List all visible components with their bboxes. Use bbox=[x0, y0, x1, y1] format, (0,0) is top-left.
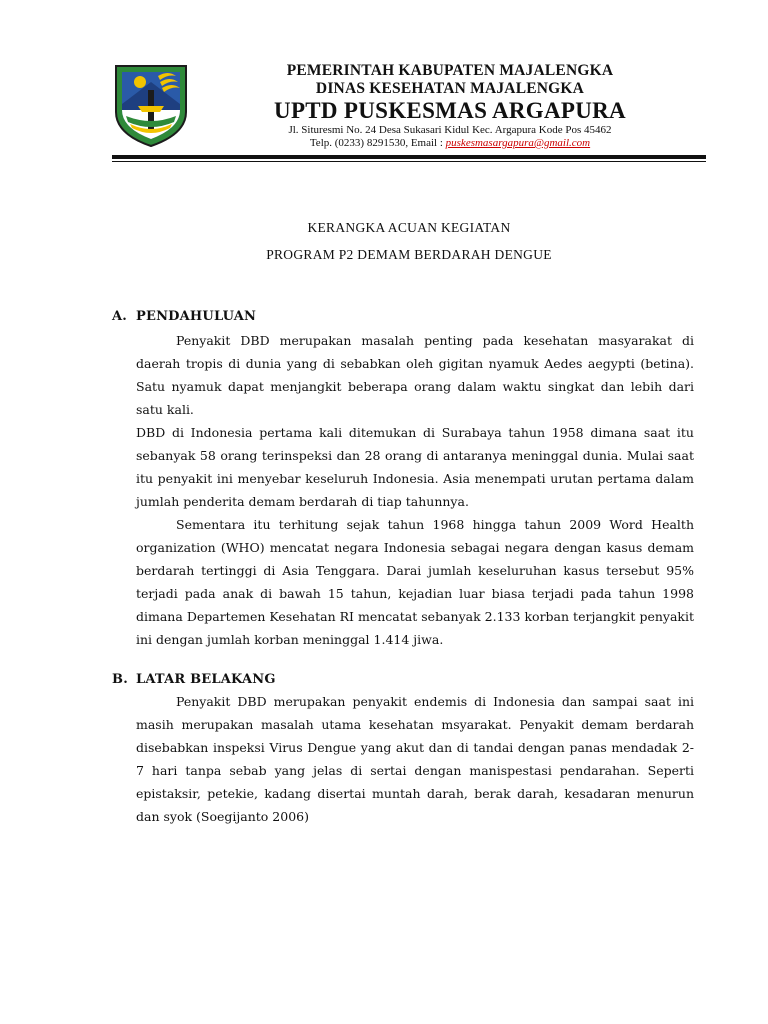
paragraph: Penyakit DBD merupakan masalah penting pada kesehatan masyarakat di daerah tropis di dunia yang di sebabkan oleh gigitan nyamuk Aedes aegypti (betina). Satu nyamuk dapat menjangkit beberapa orang dalam waktu singkat dan lebih dari satu kali. bbox=[136, 333, 694, 417]
section-b-heading bbox=[112, 672, 276, 687]
email-link[interactable]: puskesmasargapura@gmail.com bbox=[445, 137, 591, 149]
contact-line bbox=[200, 137, 700, 150]
section-a-body bbox=[136, 329, 694, 651]
document-title-line-1: KERANGKA ACUAN KEGIATAN bbox=[307, 220, 511, 235]
majalengka-emblem-icon bbox=[108, 60, 194, 148]
address-line: Jl. Situresmi No. 24 Desa Sukasari Kidul Kec. Argapura Kode Pos 45462 bbox=[288, 124, 612, 136]
section-a-heading bbox=[112, 309, 256, 324]
letterhead-divider-thin bbox=[112, 161, 706, 162]
section-title: LATAR BELAKANG bbox=[136, 672, 276, 687]
letterhead-divider-thick bbox=[112, 155, 706, 159]
letterhead bbox=[200, 62, 700, 150]
paragraph: Penyakit DBD merupakan penyakit endemis di Indonesia dan sampai saat ini masih merupakan masalah utama kesehatan msyarakat. Penyakit demam berdarah disebabkan inspeksi Virus Dengue yang akut dan di tandai dengan panas mendadak 2-7 hari tanpa sebab yang jelas di sertai dengan manispestasi pendarahan. Seperti epistaksir, petekie, kadang disertai muntah darah, berak darah, kesadaran menurun dan syok (Soegijanto 2006) bbox=[136, 694, 694, 824]
section-letter: B. bbox=[112, 672, 128, 687]
section-b-body bbox=[136, 690, 694, 828]
government-name: PEMERINTAH KABUPATEN MAJALENGKA bbox=[286, 62, 614, 79]
document-title-line-2: PROGRAM P2 DEMAM BERDARAH DENGUE bbox=[266, 247, 552, 262]
paragraph: Sementara itu terhitung sejak tahun 1968 hingga tahun 2009 Word Health organization (WHO) mencatat negara Indonesia sebagai negara dengan kasus demam berdarah tertinggi di Asia Tenggara. Darai jumlah keseluruhan kasus tersebut 95% terjadi pada anak di bawah 15 tahun, kejadian luar biasa terjadi pada tahun 1998 dimana Departemen Kesehatan RI mencatat sebanyak 2.133 korban terjangkit penyakit ini dengan jumlah korban meninggal 1.414 jiwa. bbox=[136, 517, 694, 647]
institution-title: UPTD PUSKESMAS ARGAPURA bbox=[274, 98, 626, 123]
section-title: PENDAHULUAN bbox=[136, 309, 257, 324]
agency-name: DINAS KESEHATAN MAJALENGKA bbox=[315, 80, 585, 97]
paragraph: DBD di Indonesia pertama kali ditemukan di Surabaya tahun 1958 dimana saat itu sebanyak 58 orang terinspeksi dan 28 orang di antaranya meninggal dunia. Mulai saat itu penyakit ini menyebar keseluruh Indonesia. Asia menempati urutan pertama dalam jumlah penderita demam berdarah di tiap tahunnya. bbox=[136, 425, 694, 509]
section-letter: A. bbox=[112, 309, 128, 324]
phone-text: Telp. (0233) 8291530, Email : bbox=[309, 137, 446, 149]
